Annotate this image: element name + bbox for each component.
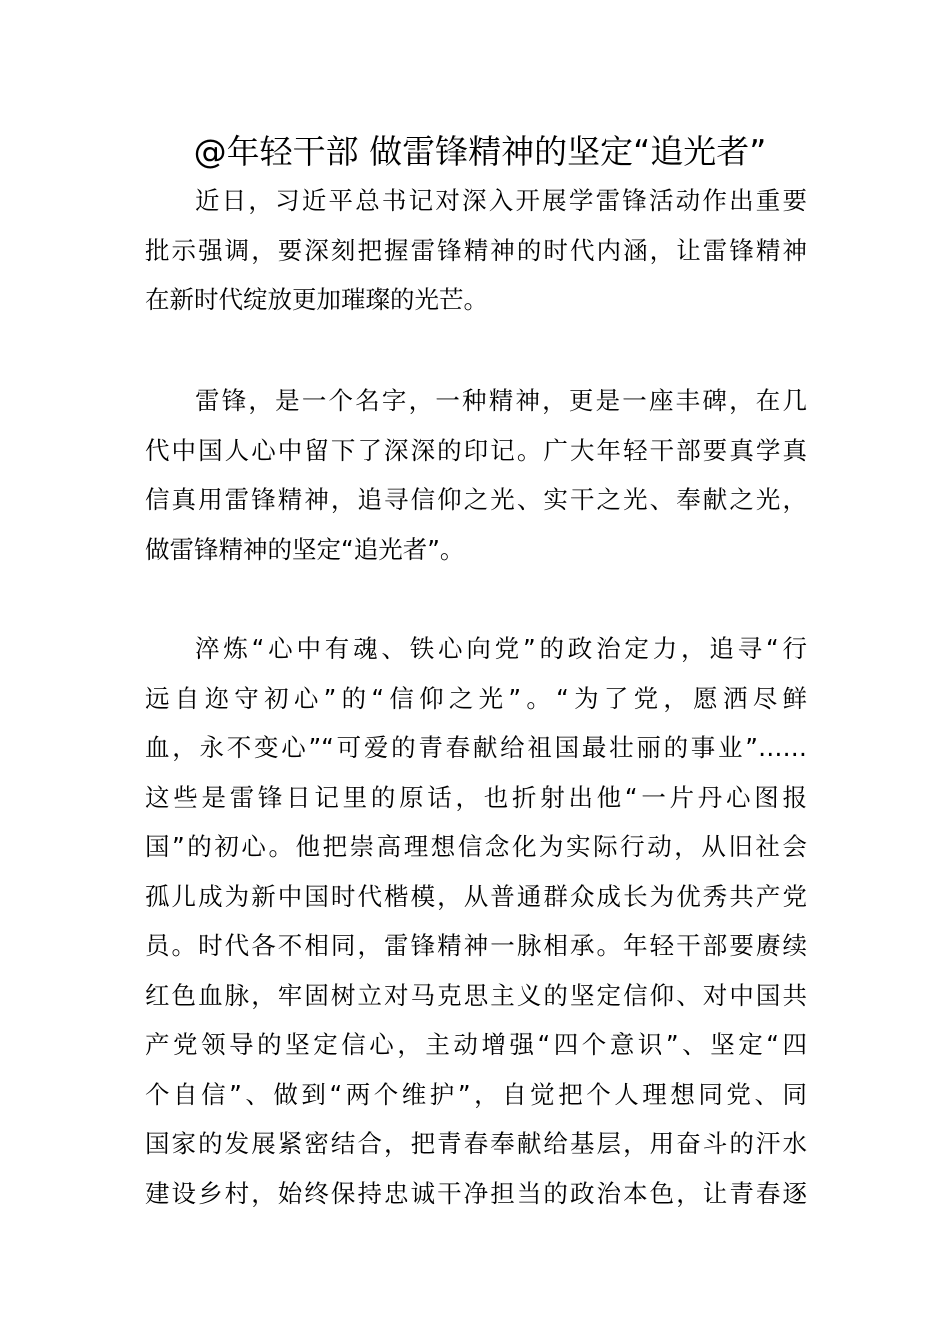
paragraph-line: 孤儿成为新中国时代楷模，从普通群众成长为优秀共产党 <box>145 881 807 911</box>
paragraph-line: 这些是雷锋日记里的原话，也折射出他“一片丹心图报 <box>145 782 807 812</box>
paragraph-line: 代中国人心中留下了深深的印记。广大年轻干部要真学真 <box>145 435 807 465</box>
paragraph-line: 红色血脉，牢固树立对马克思主义的坚定信仰、对中国共 <box>145 980 807 1010</box>
paragraph-line: 雷锋，是一个名字，一种精神，更是一座丰碑，在几 <box>195 386 807 415</box>
paragraph-line: 员。时代各不相同，雷锋精神一脉相承。年轻干部要赓续 <box>145 931 807 960</box>
paragraph-line: 做雷锋精神的坚定“追光者”。 <box>145 534 465 564</box>
paragraph-line: 国”的初心。他把崇高理想信念化为实际行动，从旧社会 <box>145 832 807 861</box>
paragraph-2 <box>145 376 807 574</box>
paragraph-line: 建设乡村，始终保持忠诚干净担当的政治本色，让青春逐 <box>145 1178 807 1208</box>
paragraph-line: 血，永不变心”“可爱的青春献给祖国最壮丽的事业”…… <box>145 733 807 762</box>
paragraph-line: 个自信”、做到“两个维护”，自觉把个人理想同党、同 <box>145 1079 807 1109</box>
paragraph-line: 淬炼“心中有魂、铁心向党”的政治定力，追寻“行 <box>195 634 807 663</box>
document-title: @年轻干部 做雷锋精神的坚定“追光者” <box>193 132 767 171</box>
paragraph-line: 近日，习近平总书记对深入开展学雷锋活动作出重要 <box>195 186 807 215</box>
paragraph-line: 在新时代绽放更加璀璨的光芒。 <box>145 285 488 314</box>
paragraph-line: 批示强调，要深刻把握雷锋精神的时代内涵，让雷锋精神 <box>145 235 807 265</box>
paragraph-1 <box>145 176 807 325</box>
paragraph-line: 信真用雷锋精神，追寻信仰之光、实干之光、奉献之光， <box>145 485 807 514</box>
paragraph-line: 产党领导的坚定信心，主动增强“四个意识”、坚定“四 <box>145 1030 807 1059</box>
paragraph-line: 远自迩守初心”的“信仰之光”。“为了党，愿洒尽鲜 <box>145 683 807 713</box>
paragraph-3 <box>145 624 807 1218</box>
paragraph-line: 国家的发展紧密结合，把青春奉献给基层，用奋斗的汗水 <box>145 1129 807 1158</box>
